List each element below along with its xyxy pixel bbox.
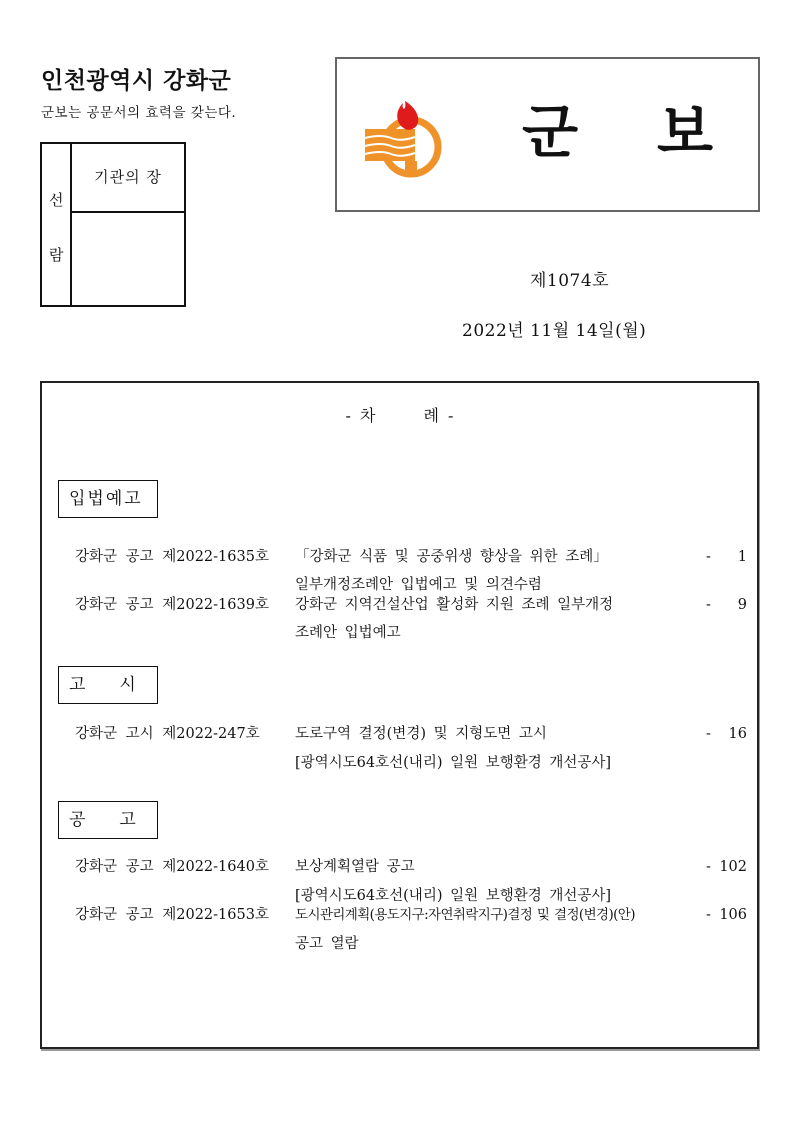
section-label-legislative-notice: 입법예고 (58, 480, 158, 518)
entry-page: 102 (719, 859, 747, 875)
entry-title-cont: [광역시도64호선(내리) 일원 보행환경 개선공사] (295, 755, 612, 771)
review-side-label-2: 람 (49, 246, 64, 264)
review-column-header: 기관의 장 (72, 144, 184, 213)
entry-dash: - (706, 549, 711, 565)
entry-title[interactable]: 도로구역 결정(변경) 및 지형도면 고시 (295, 726, 547, 742)
section-label-public-notice: 고 시 (58, 666, 158, 704)
entry-title[interactable]: 강화군 지역건설산업 활성화 지원 조례 일부개정 (295, 597, 614, 613)
entry-page: 16 (728, 726, 747, 742)
issue-date: 2022년 11월 14일(월) (462, 321, 647, 341)
issue-number: 제1074호 (530, 271, 610, 291)
masthead-title-char-1: 군 (522, 98, 579, 166)
entry-ref: 강화군 공고 제2022-1639호 (75, 597, 269, 613)
toc-entry[interactable] (42, 903, 757, 927)
entry-ref: 강화군 고시 제2022-247호 (75, 726, 260, 742)
entry-title-cont: 공고 열람 (295, 936, 359, 952)
entry-title-cont: 일부개정조례안 입법예고 및 의견수렴 (295, 577, 542, 593)
ganghwa-county-emblem-icon (361, 89, 451, 179)
review-signature-cell (72, 213, 184, 305)
entry-title-cont: [광역시도64호선(내리) 일원 보행환경 개선공사] (295, 888, 612, 904)
entry-ref: 강화군 공고 제2022-1653호 (75, 907, 269, 923)
table-of-contents (40, 381, 759, 1049)
section-label-announcement: 공 고 (58, 801, 158, 839)
entry-dash: - (706, 907, 711, 923)
toc-entry[interactable] (42, 545, 757, 569)
masthead-title-char-2: 보 (657, 98, 714, 166)
masthead (335, 57, 760, 212)
entry-dash: - (706, 726, 711, 742)
toc-title-left: - 차 (345, 406, 376, 425)
entry-ref: 강화군 공고 제2022-1635호 (75, 549, 269, 565)
entry-ref: 강화군 공고 제2022-1640호 (75, 859, 269, 875)
entry-page: 1 (737, 549, 747, 565)
toc-title (42, 403, 757, 426)
entry-page: 9 (737, 597, 747, 613)
entry-title[interactable]: 도시관리계획(용도지구:자연취락지구)결정 및 결정(변경)(안) (295, 907, 635, 923)
org-subtitle: 군보는 공문서의 효력을 갖는다. (41, 105, 237, 121)
review-side-label-1: 선 (49, 191, 64, 209)
toc-entry[interactable] (42, 855, 757, 879)
entry-dash: - (706, 597, 711, 613)
entry-title[interactable]: 보상계획열람 공고 (295, 859, 415, 875)
toc-title-right: 례 - (423, 406, 454, 425)
entry-dash: - (706, 859, 711, 875)
review-table (40, 142, 186, 307)
toc-entry[interactable] (42, 593, 757, 617)
entry-title-cont: 조례안 입법예고 (295, 625, 401, 641)
review-side-column (42, 144, 72, 305)
toc-entry[interactable] (42, 722, 757, 746)
entry-title[interactable]: 「강화군 식품 및 공중위생 향상을 위한 조례」 (295, 549, 608, 565)
entry-page: 106 (719, 907, 747, 923)
org-title: 인천광역시 강화군 (41, 68, 232, 94)
